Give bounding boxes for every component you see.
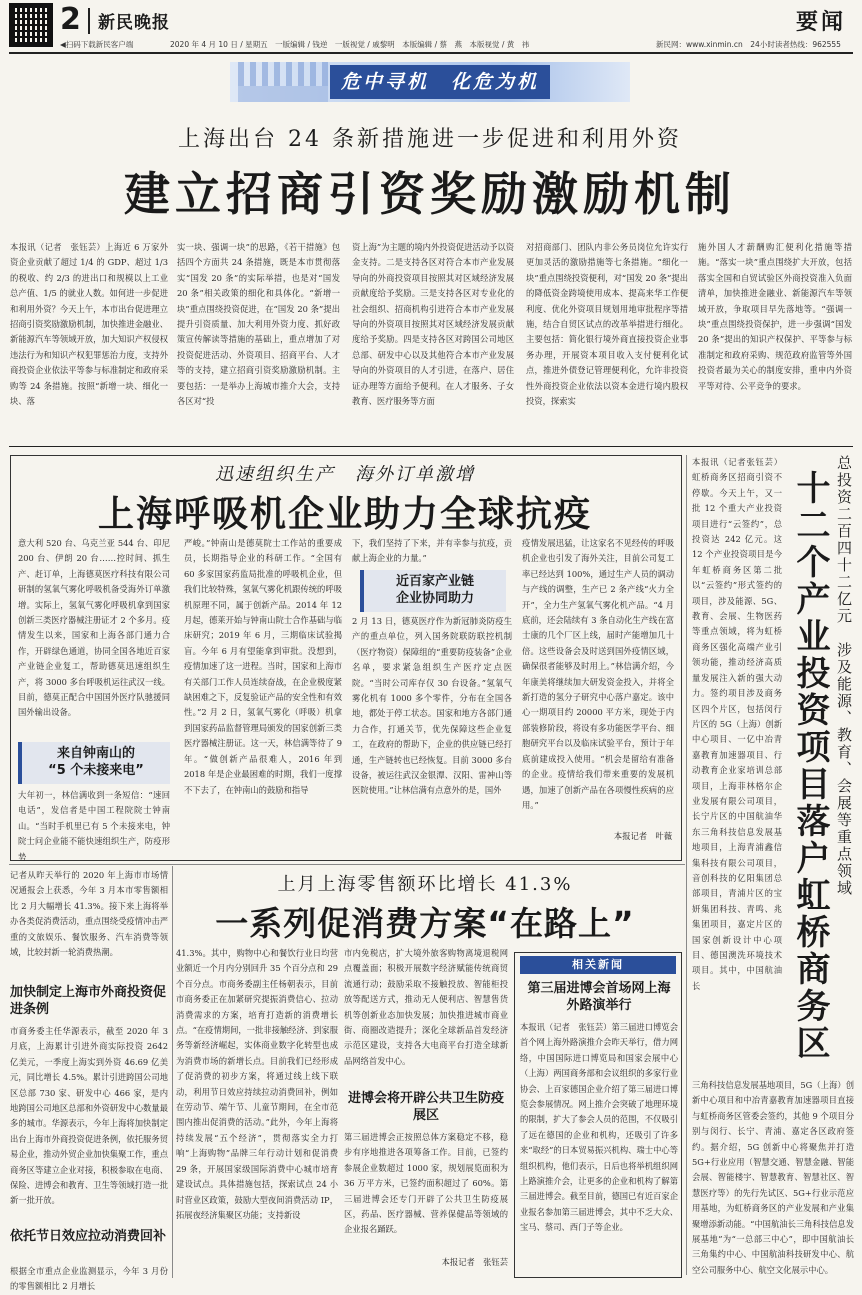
story2-author-text: 本报记者 叶薇	[613, 831, 672, 841]
qr-caption: ◀扫码下载新民客户端	[60, 40, 134, 49]
story3-author	[344, 1256, 508, 1272]
story3-intro: 记者从昨天举行的 2020 年上海市市场情况通报会上获悉，今年 3 月本市零售额相比 2 月大幅增长 41.3%。接下来上海将举办各类促消费活动，重点围绕受疫情冲击严重的文旅娱乐、餐饮服务、汽车消费等领域，比较封新一轮消费热潮。	[10, 870, 168, 958]
story2-col1: 意大利 520 台、乌克兰亚 544 台、印尼 200 台、伊朗 20 台……控时间、抓生产、赶订单，上海德莫医疗科技有限公司研制的氢氧气雾化呼吸机备受海外订单激增。实际上，氢氧气雾化呼吸机拿到国家创新三类医疗器械注册证才 2 个多月。疫情发生以来，国家和上海各部门通力合作，开辟绿色通道，协同全国各地近百家产业链企业复工，帮助德莫迅速组织生产，将 3000 多台呼吸机运往武汉一线。目前，德莫正配合中国国外医疗队驰援同国外输出设备。	[18, 538, 170, 718]
story3-col2: 41.3%。其中，购物中心和餐饮行业日均营业额近一个月内分别回升 35 个百分点和 29 个百分点。市商务委副主任杨朝表示，目前市商务委正在加紧研究提振消费信心、拉动消费需求的方案，培育打造新的消费增长点。“在疫情期间，一批非接触经济、到家服务等新经济崛起，实体商业数字化转型也成为消费市场的新增长点。目前我们已经形成了促消费的初步方案，将通过线上线下联动，利用节日效应持续拉动消费回补，例如在劳动节、端午节、儿童节期间，在全市范围内推出促消费的活动。”此外，今年上海将持续发展“五个经济”，贯彻落实全力打响“上海购物”品牌三年行动计划和促消费 29 条，开展国家级国际消费中心城市培育建设试点。具体措施包括，探索试点 24 小时营业区政策，鼓励大型夜间消费活动 IP，拓展夜经济集聚区功能；支持新设	[176, 948, 338, 1220]
date-line: 2020 年 4 月 10 日 / 星期五 一版编辑 / 钱逆 一版视觉 / 戚黎明 本版编辑 / 蔡 燕 本版视觉 / 黄 祎	[170, 40, 530, 49]
story3-headline: 一系列促消费方案“在路上”	[215, 904, 635, 943]
story2-col1-box-line1: 来自钟南山的	[56, 746, 135, 761]
story2-col3: 下，我们坚持了下来，并有幸参与抗疫，贡献上海企业的力量。”	[352, 538, 512, 564]
lead-column-1: 本报讯（记者 张钰芸）上海近 6 万家外资企业贡献了超过 1/4 的 GDP、超过 1/3 的税收、约 2/3 的进出口和规模以上工业总产值、1/5 的就业人数。如何进一步促进和利用外资？今天上午，本市出台促进理立招商引资奖励激励机制，加快推进金融业、新能源汽车等领域开放，加大知识产权侵权违法行为和知识产权犯罪惩治力度，支持外商投资企业依法平等参与标准制定和政府采购等 24 条措施。按照“新增一块、细化一块、落	[10, 242, 168, 407]
lead-column-3: 资上海”为主题的境内外投资促进活动予以资金支持。二是支持各区对符合本市产业发展导向的外商投资项目按照其对区域经济发展贡献度给予奖励。三是支持各区对专业化的社会组织、招商机构引进符合本市产业发展导向的外资项目按照其对区域经济发展贡献度给予奖励。四是支持各区对跨国公司地区总部、研发中心以及其他符合本市产业发展导向的外资项目的人才引进，在落户、居住证办理等方面给予便利。在人才服务、子女教育、医疗服务等方面	[352, 242, 514, 407]
story3-sub2: 依托节日效应拉动消费回补	[10, 1229, 167, 1244]
skyline-graphic	[238, 62, 328, 102]
page-number: 2	[60, 2, 81, 37]
related-text: 本报讯（记者 张钰芸）第三届进口博览会首个网上海外路演推介会昨天举行，借力网络，中国国际进口博览局和国家会展中心（上海）两国商务部和会议组织的多家行业协会、上百家德国企业介绍了第三届进口博览会参展情况。网上推介会突破了地理环境的限制，扩大了参会人员的范围，不仅吸引了远在德国的企业和机构，还吸引了许多来“取经”的日本贸易振兴机构、瑞士中心等组织机构，他们表示，日后也将举机组织网上路演推介会，让更多的企业和机构了解第三届进博会。截至目前，德国已有近百家企业报名参加第三届进博会，其中不乏大众、宝马、蔡司、西门子等企业。	[520, 1022, 678, 1233]
story2-headline: 上海呼吸机企业助力全球抗疫	[97, 494, 592, 535]
story2-col4: 疫情发展迅猛，让这家名不见经传的呼吸机企业也引发了海外关注，目前公司复工率已经达到 100%，通过生产人员的调动与产线的调整，生产已 2 条产线“火力全开”，全力生产氢氧气雾化机产品。“4 月底前，还会陆续有 3 条自动化生产线在富士康的几个厂区上线，届时产能增加几十倍。这些设备会及时送到国外疫情区域，确保很者能够及时用上。”林信满介绍，今年康美将继续加大研发资金投入，并将全新打造的氢分子研究中心落户嘉定。该中心一期项目约 20000 平方米，现处于内部装修阶段，将设有多功能医学平台、细胞研究平台以及临床试验平台，预计于年底前建成投入使用。“机会是留给有准备的企业。疫情给我们带来重要的发展机遇，加速了创新产品在各项慢性疾病的应用。”	[522, 538, 674, 810]
story3-text3: 第三届进博会正按照总体方案稳定不移，稳步有序地推进各项筹备工作。目前，已签约参展企业数超过 1000 家，规划展览面积为 36 万平方米，已签约面积超过了 60%。第三届进博会还专门开辟了公共卫生防疫展区，药品、医疗器械、营养保健品等领域的企业报名踊跃。	[344, 1132, 508, 1235]
qr-code[interactable]	[9, 3, 53, 47]
rule-story3-left	[172, 866, 173, 1278]
section-name: 要闻	[796, 9, 847, 35]
story2-col3-box-line2: 企业协同助力	[395, 591, 474, 606]
lead-column-2: 实一块、强调一块”的思路，《若干措施》包括四个方面共 24 条措施，既是本市贯彻落实“国发 20 条”的实际举措，也是对“国发 20 条”相关政策的细化和具体化。“新增一块”重点围绕投资促进，在“国发 20 条”提出提升引资质量、加大利用外资力度、抓好政策宣传解读等措施的基础上，重点增加了对投资促进活动、外资项目、招商平台、人才等的支持，建立招商引资奖励激励机制。主要包括：一是举办上海城市推介大会，支持各区对“投	[177, 242, 340, 407]
story3-text1: 市商务委主任华源表示，截至 2020 年 3 月底，上海累计引进外商实际投资 2642 亿美元，一季度上海实到外资 46.69 亿美元，同比增长 4.5%。累计引进跨国公司地区总部 730 家、研发中心 466 家，是内地跨国公司地区总部和外资研发中心数量最多的城市。华源表示，今年上海将加快制定出台上海市外商投资促进条例，依托服务贸易企业，推动外贸企业加快集聚工作，重点商务区等建立企业对接，积极参取在电商、保险、进博会和教育、卫生等领域打造一批新一批开放。	[10, 1026, 168, 1206]
story2-col1-b: 大年初一，林信满收到一条短信：“速回电话”，发信者是中国工程院院士钟南山。“当时手机里已有 5 个未接来电，钟院士问企业能不能快速组织生产，防疫形势	[18, 790, 170, 862]
story3-text2: 根据全市重点企业监测显示，今年 3 月份的零售额相比 2 月增长	[10, 1266, 168, 1292]
related-tag: 相关新闻	[520, 956, 676, 974]
story2-kicker: 迅速组织生产 海外订单激增	[215, 464, 475, 485]
story3-sub3: 进博会将开辟公共卫生防疫展区	[347, 1091, 504, 1123]
sidebar-vertical-subhead: 总投资二百四十二亿元 涉及能源、教育、会展等重点领域	[835, 455, 853, 897]
header-divider	[88, 8, 90, 34]
lead-headline: 建立招商引资奖励激励机制	[124, 167, 736, 221]
rule-story2-bottom	[9, 864, 685, 865]
story2-col1-box-line2: “5 个未接来电”	[48, 763, 144, 778]
story2-author	[522, 830, 672, 846]
story3-col3: 市内免税店，扩大境外旅客购物离境退税网点覆盖面；积极开展数字经济赋能传统商贸流通行动；鼓励采取不接触投放、智能柜投放等配送方式，推动无人便利店、智慧售货机等创新业态加快发展；加快推进城市商业街、商圈改造提升；深化全球新品首发经济示范区建设，支持各大电商平台打造全球新品网络首发中心。	[344, 948, 508, 1066]
story2-col3-box	[360, 570, 506, 612]
story2-col3-box-line1: 近百家产业链	[395, 574, 474, 589]
story2-col1-box	[18, 742, 170, 784]
lead-kicker: 上海出台 24 条新措施进一步促进和利用外资	[178, 127, 682, 152]
lead-bottom-rule	[9, 446, 853, 447]
header-rule	[9, 52, 853, 54]
paper-name: 新民晚报	[98, 13, 170, 33]
banner-text: 危中寻机 化危为机	[330, 65, 550, 99]
story3-sub1: 加快制定上海市外商投资促进条例	[10, 985, 167, 1017]
sidebar-text-b: 三角科技信息发展基地项目，5G（上海）创新中心项目和中冶青嘉教育加速器项目直接与虹桥商务区管委会签约，其他 9 个项目分别与闵行、长宁、青浦、嘉定各区政府签约。据介绍，5G 创新中心将聚焦并打造 5G+行业应用（智慧交通、智慧金融、智能会展、智能楼宇、智慧教育、智慧社区、智慧医疗等）的先行先试区、5G+行业示范应用基地，为虹桥商务区的产业发展和产业集聚增添新动能。“中国航油长三角科技信息发展基地”为“一总部三中心”，即中国航油长三角集约中心、中国航油科技研发中心、航空公司服务中心、航空文化展示中心。	[692, 1080, 854, 1275]
related-headline: 第三届进博会首场网上海外路演举行	[527, 981, 671, 1013]
banner-background	[230, 62, 630, 102]
story2-col3-b: 2 月 13 日，德莫医疗作为新冠肺炎防疫生产的重点单位，列入国务院联防联控机制（医疗物资）保障组的“重要防疫装备”企业名单，要求紧急组织生产医疗定点医院。“当时公司库存仅 30 台设备。”氢氧气雾化机有 1000 多个零件，分布在全国各地，都处于停工状态。国家和地方各部门通力合作，打通关节，优先保障这些企业复工，在政府的帮助下，企业的供应链已经打通，生产链转也已经恢复。目前 3000 多台设备，被运往武汉金银潭、汉阳、雷神山等医院使用。”让林信满有点意外的是，国外	[352, 616, 512, 796]
rule-sidebar	[686, 455, 687, 1275]
site-line[interactable]: 新民网：www.xinmin.cn 24小时读者热线：962555	[656, 40, 841, 49]
story2-col2: 严峻。”钟南山是德莫院士工作站的重要成员，长期指导企业的科研工作。“全国有 60 多家国家药监局批准的呼吸机企业，但我们比较特殊，氢氧气雾化机跟传统的呼吸机原理不同，属于创新产品。2014 年 12 月起，德莱开始与钟南山院士合作基础与临床研究；2019 年 6 月，三期临床试验揭盲。今年 6 月有望能拿到审批。没想到，疫情加速了这一进程。当时，国家和上海市有关部门工作人员连续奋战，在企业极度紧缺困难之下，反复验证产品的安全性和有效性。”2 月 2 日，氢氧气雾化（呼吸）机拿到国家药品监督管理局颁发的国家创新三类医疗器械注册证。这一天，林信满等待了 9 年。“做创新产品很难人，2016 年到 2018 年是企业最困难的时期，我们一度撑不下去了，在钟南山的鼓励和指导	[184, 538, 342, 795]
story3-kicker: 上月上海零售额环比增长 41.3%	[277, 874, 573, 895]
lead-column-4: 对招商部门、团队内非公务员岗位允许实行更加灵活的激励措施等七条措施。“细化一块”重点围绕投资便利，对“国发 20 条”提出的降低资金跨境使用成本、提高来华工作便利度、优化外资项目规划用地审批程序等措施，结合自贸区试点的改革举措进行细化。主要包括：简化银行境外商直接投资企业事务办理，开展资本项目收入支付便利化试点，推进外债登记管理便利化，允许非投资性外商投资企业依法以资本金进行境内股权投资，探索实	[526, 242, 688, 407]
lead-column-5: 施外国人才薪酬购汇便利化措施等措施。“落实一块”重点围绕扩大开放，包括落实全国和自贸试验区外商投资准入负面清单，加快推进金融业、新能源汽车等领域开放，争取项目早先落地等。“强调一块”重点围绕投资保护，进一步强调“国发 20 条”提出的知识产权保护、平等参与标准制定和政府采购、规范政府监管等外国投资者最为关心的制度安排，重申内外资平等对待、公平竞争的要求。	[698, 242, 852, 391]
sidebar-text-a: 本报讯（记者张钰芸）虹桥商务区招商引资不停歇。今天上午，又一批 12 个重大产业投资项目进行“云签约”，总投资达 242 亿元。这 12 个产业投资项目是今年虹桥商务区第二批以“云签约”形式签约的项目，涉及能源、5G、教育、会展、生物医药等重点领域，将为虹桥商务区强化高端产业引领功能，推动经济高质量发展注入新的强大动力。签约项目涉及商务区四个片区，包括闵行片区的 5G（上海）创新中心项目、一亿中冶青嘉教育加速器项目、行动教育企业家培训总部项目，上海菲林格尔企业发展有限公司项目，长宁片区的中国航油华东三角科技信息发展基地项目，上海青浦鑫信集科技有限公司项目，音创科技的亿阳集团总部项目，青浦片区的宝妍集团科技、青鸣、兆集团项目，嘉定片区的国家创新设计中心项目、德国澳洗环境技术项目。其中，中国航油长	[692, 457, 782, 991]
sidebar-vertical-headline: 十二个产业投资项目落户虹桥商务区	[790, 470, 830, 1062]
story3-author-text: 本报记者 张钰芸	[441, 1257, 508, 1267]
